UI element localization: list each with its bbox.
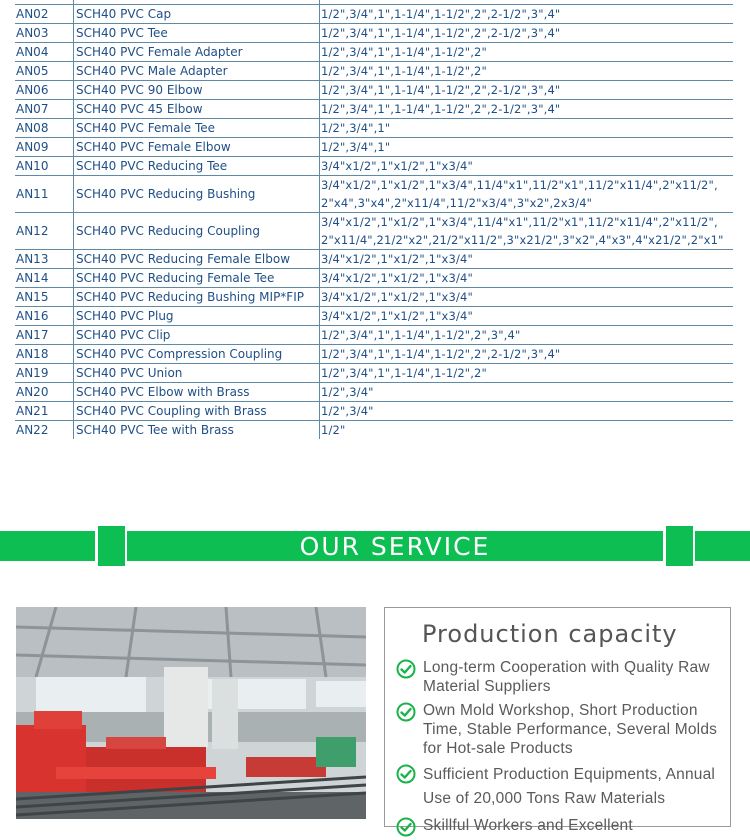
product-sizes: 1/2",3/4",1",1-1/4",1-1/2",2": [320, 43, 734, 62]
table-row: [15, 43, 733, 62]
product-sizes: 1/2",3/4",1",1-1/4",1-1/2",2",2-1/2",3",4": [320, 81, 734, 100]
product-code: AN12: [15, 213, 74, 250]
product-code: AN16: [15, 307, 74, 326]
table-row: [15, 250, 733, 269]
product-sizes: 3/4"x1/2",1"x1/2",1"x3/4": [320, 157, 734, 176]
capacity-item-text: Own Mold Workshop, Short Production Time, Stable Performance, Several Molds for Hot-sale Products: [423, 702, 718, 757]
capacity-item: [396, 701, 730, 758]
product-code: AN07: [15, 100, 74, 119]
table-row: [15, 269, 733, 288]
product-code: AN02: [15, 5, 74, 24]
product-sizes: 1/2",3/4",1",1-1/4",1-1/2",2",2-1/2",3",4": [320, 345, 734, 364]
product-name: SCH40 PVC 45 Elbow: [74, 100, 320, 119]
product-name: SCH40 PVC Female Elbow: [74, 138, 320, 157]
table-row: [15, 402, 733, 421]
product-code: AN21: [15, 402, 74, 421]
product-name: SCH40 PVC Reducing Tee: [74, 157, 320, 176]
panel-title: Production capacity: [422, 620, 678, 648]
banner-left-bar: [0, 531, 95, 561]
product-code: AN22: [16, 423, 49, 437]
product-sizes: 1/2",3/4": [320, 383, 734, 402]
capacity-item: [396, 658, 730, 696]
product-name: SCH40 PVC Union: [74, 364, 320, 383]
banner-right-square: [666, 526, 693, 566]
product-table: [15, 0, 733, 439]
product-code: AN13: [15, 250, 74, 269]
product-name: SCH40 PVC Male Adapter: [74, 62, 320, 81]
product-code: AN04: [15, 43, 74, 62]
table-row: [15, 24, 733, 43]
check-circle-icon: [396, 702, 416, 722]
table-row: [15, 176, 733, 213]
product-code: AN14: [15, 269, 74, 288]
product-sizes: 1/2",3/4",1",1-1/4",1-1/2",2": [320, 364, 734, 383]
product-name: SCH40 PVC Female Tee: [74, 119, 320, 138]
product-sizes: 1/2",3/4",1": [320, 119, 734, 138]
product-code: AN11: [15, 176, 74, 213]
table-row: [15, 213, 733, 250]
table-row: [15, 288, 733, 307]
banner-title: OUR SERVICE: [299, 532, 491, 561]
product-code: AN15: [15, 288, 74, 307]
capacity-item: [396, 763, 730, 811]
product-sizes: 1/2",3/4",1",1-1/4",1-1/2",2",2-1/2",3",4": [320, 5, 734, 24]
product-code: AN06: [15, 81, 74, 100]
table-row: [15, 119, 733, 138]
product-sizes: 3/4"x1/2",1"x1/2",1"x3/4",11/4"x1",11/2"x1",11/2"x11/4",2"x11/2",2"x11/4",21/2"x2",21/2"x11/2",3"x21/2",3"x2",4"x3",4"x21/2",2"x1": [320, 213, 734, 250]
table-row: [15, 345, 733, 364]
table-row: [15, 326, 733, 345]
product-sizes: 3/4"x1/2",1"x1/2",1"x3/4": [320, 288, 734, 307]
our-service-banner: [0, 526, 750, 566]
product-sizes: 3/4"x1/2",1"x1/2",1"x3/4": [320, 250, 734, 269]
product-code: AN08: [15, 119, 74, 138]
product-name: SCH40 PVC Reducing Female Elbow: [74, 250, 320, 269]
product-name: SCH40 PVC Reducing Female Tee: [74, 269, 320, 288]
product-sizes: 3/4"x1/2",1"x1/2",1"x3/4",11/4"x1",11/2"x1",11/2"x11/4",2"x11/2",2"x4",3"x4",2"x11/4",11/2"x3/4",3"x2",2x3/4": [320, 176, 734, 213]
product-sizes: 1/2",3/4",1",1-1/4",1-1/2",2",2-1/2",3",4": [320, 100, 734, 119]
product-sizes: 1/2",3/4": [320, 402, 734, 421]
product-code: AN03: [15, 24, 74, 43]
product-name: SCH40 PVC Plug: [74, 307, 320, 326]
product-code: AN10: [15, 157, 74, 176]
product-name: SCH40 PVC Reducing Bushing: [74, 176, 320, 213]
product-name: SCH40 PVC Coupling with Brass: [74, 402, 320, 421]
check-circle-icon: [396, 817, 416, 837]
banner-right-bar: [695, 531, 750, 561]
product-sizes: 1/2",3/4",1",1-1/4",1-1/2",2",2-1/2",3",4": [320, 24, 734, 43]
table-row: [15, 421, 733, 440]
product-sizes: 1/2",3/4",1",1-1/4",1-1/2",2",3",4": [320, 326, 734, 345]
product-name: SCH40 PVC Elbow with Brass: [74, 383, 320, 402]
table-row: [15, 5, 733, 24]
table-row: [15, 81, 733, 100]
factory-photo: [16, 607, 366, 819]
product-sizes: 3/4"x1/2",1"x1/2",1"x3/4": [320, 307, 734, 326]
product-name: SCH40 PVC Reducing Bushing MIP*FIP: [74, 288, 320, 307]
check-circle-icon: [396, 764, 416, 784]
product-name: SCH40 PVC Female Adapter: [74, 43, 320, 62]
capacity-item-text: Skillful Workers and Excellent: [423, 817, 633, 834]
production-capacity-panel: [384, 607, 731, 834]
product-sizes: 1/2",3/4",1": [320, 138, 734, 157]
product-sizes: 1/2": [320, 421, 734, 440]
capacity-item-text: Sufficient Production Equipments, Annual Use of 20,000 Tons Raw Materials: [423, 766, 716, 807]
table-row: [15, 307, 733, 326]
table-row: [15, 100, 733, 119]
product-name: SCH40 PVC Reducing Coupling: [74, 213, 320, 250]
product-code: AN18: [15, 345, 74, 364]
product-name: SCH40 PVC Compression Coupling: [74, 345, 320, 364]
banner-left-square: [98, 526, 125, 566]
product-code: AN20: [15, 383, 74, 402]
table-row: [15, 138, 733, 157]
product-name: SCH40 PVC 90 Elbow: [74, 81, 320, 100]
product-code: AN17: [15, 326, 74, 345]
product-name: SCH40 PVC Cap: [74, 5, 320, 24]
product-name: SCH40 PVC Tee with Brass: [74, 421, 320, 440]
product-sizes: 1/2",3/4",1",1-1/4",1-1/2",2": [320, 62, 734, 81]
table-row: [15, 62, 733, 81]
product-code: AN05: [15, 62, 74, 81]
product-name: SCH40 PVC Clip: [74, 326, 320, 345]
product-code: AN19: [15, 364, 74, 383]
product-sizes: 3/4"x1/2",1"x1/2",1"x3/4": [320, 269, 734, 288]
table-row: [15, 364, 733, 383]
check-circle-icon: [396, 659, 416, 679]
table-row: [15, 383, 733, 402]
product-name: SCH40 PVC Tee: [74, 24, 320, 43]
product-code: AN09: [15, 138, 74, 157]
capacity-item-text: Long-term Cooperation with Quality Raw Material Suppliers: [423, 659, 710, 695]
table-row: [15, 157, 733, 176]
